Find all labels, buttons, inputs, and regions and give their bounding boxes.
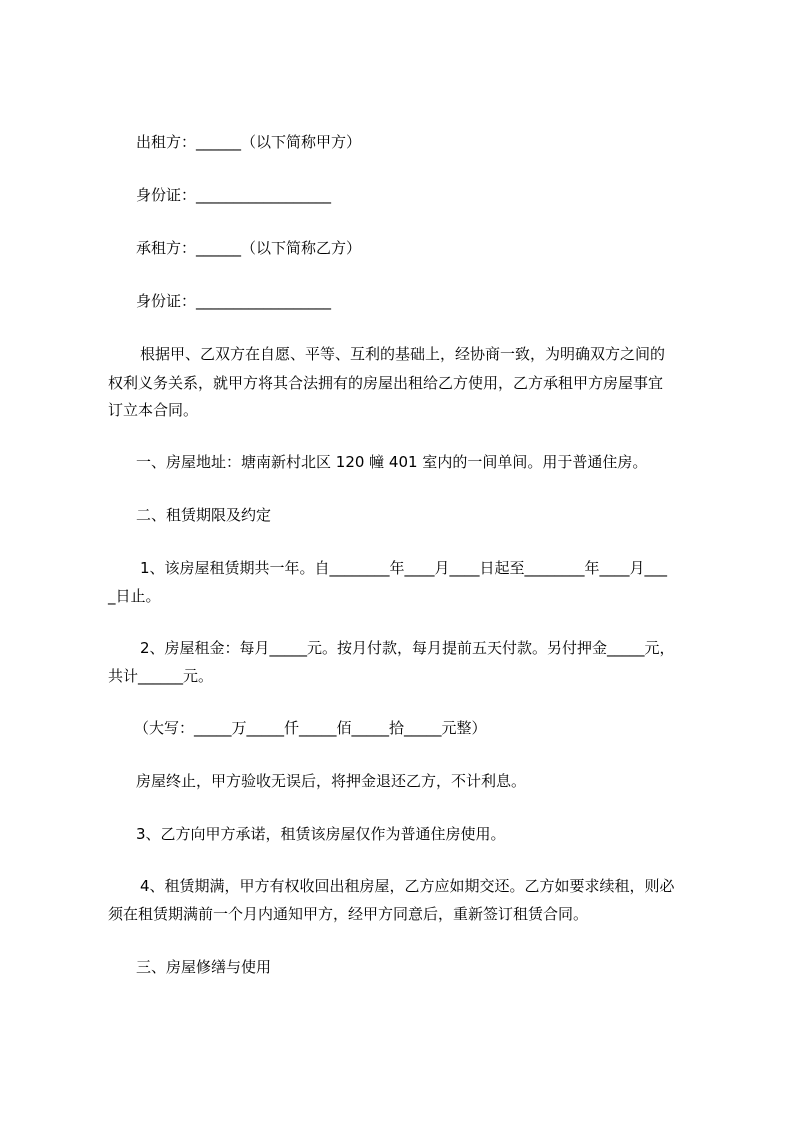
rent-clause-line-1: 2、房屋租金：每月_____元。按月付款，每月提前五天付款。另付押金_____元， — [140, 639, 675, 657]
usage-promise-line: 3、乙方向甲方承诺，租赁该房屋仅作为普通住房使用。 — [136, 825, 506, 843]
lessor-line: 出租方：______（以下简称甲方） — [136, 133, 362, 151]
term-clause-line-1: 1、该房屋租赁期共一年。自________年____月____日起至________年____月___ — [140, 559, 668, 577]
lessee-id-line: 身份证：__________________ — [136, 292, 332, 310]
renewal-clause-line-2: 须在租赁期满前一个月内通知甲方，经甲方同意后，重新签订租赁合同。 — [108, 905, 589, 923]
section-1-address: 一、房屋地址：塘南新村北区 120 幢 401 室内的一间单间。用于普通住房。 — [136, 453, 648, 471]
intro-paragraph-line-1: 根据甲、乙双方在自愿、平等、互利的基础上，经协商一致，为明确双方之间的 — [140, 345, 666, 363]
renewal-clause-line-1: 4、租赁期满，甲方有权收回出租房屋，乙方应如期交还。乙方如要求续租，则必 — [140, 877, 675, 895]
section-3-heading: 三、房屋修缮与使用 — [136, 958, 272, 976]
term-clause-line-2: _日止。 — [108, 587, 161, 605]
amount-in-words-line: （大写：_____万_____仟_____佰_____拾_____元整） — [134, 719, 487, 737]
intro-paragraph-line-2: 权利义务关系，就甲方将其合法拥有的房屋出租给乙方使用，乙方承租甲方房屋事宜 — [108, 374, 664, 392]
section-2-heading: 二、租赁期限及约定 — [136, 506, 272, 524]
lessee-line: 承租方：______（以下简称乙方） — [136, 239, 362, 257]
rent-clause-line-2: 共计______元。 — [108, 667, 214, 685]
intro-paragraph-line-3: 订立本合同。 — [108, 401, 199, 419]
deposit-return-line: 房屋终止，甲方验收无误后，将押金退还乙方，不计利息。 — [136, 772, 527, 790]
lessor-id-line: 身份证：__________________ — [136, 186, 332, 204]
